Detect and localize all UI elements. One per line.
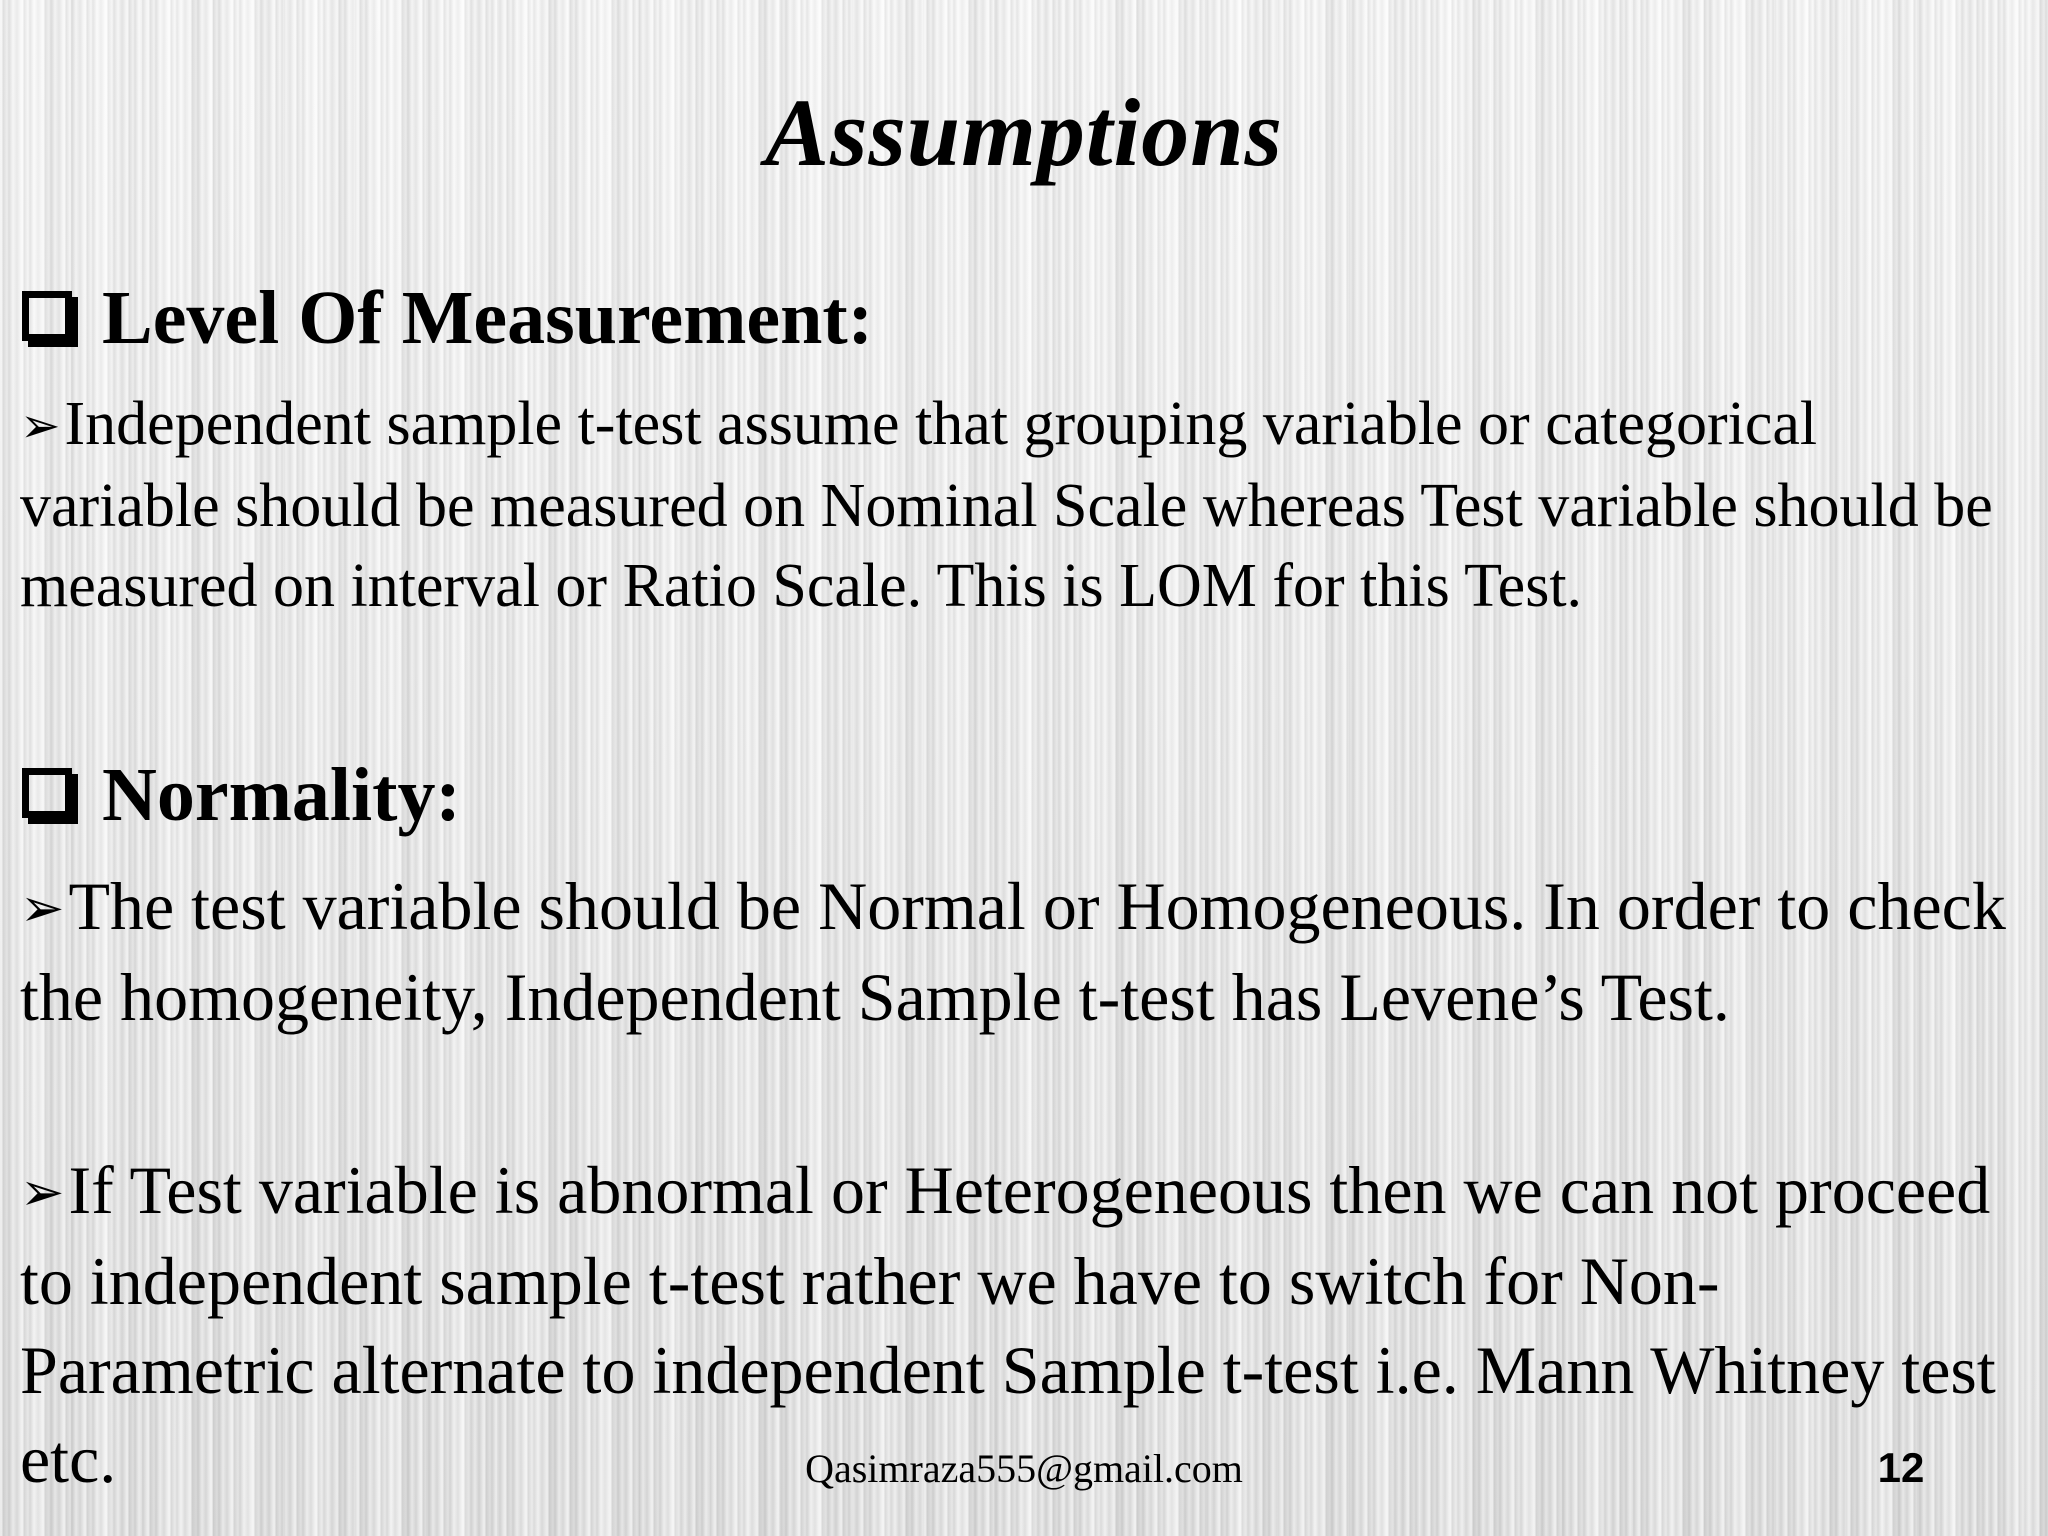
- paragraph-text: The test variable should be Normal or Homogeneous. In order to check the homogeneity, Independent Sample t-test has Levene’s Test.: [20, 868, 2006, 1036]
- footer-email: Qasimraza555@gmail.com: [805, 1446, 1243, 1491]
- paragraph-text: If Test variable is abnormal or Heterogeneous then we can not proceed to independent sample t-test rather we have to switch for Non-Parametric alternate to independent Sample t-test i.e. Mann Whitney test etc.: [20, 1152, 1996, 1498]
- paragraph-text: Independent sample t-test assume that grouping variable or categorical variable should be measured on Nominal Scale whereas Test variable should be measured on interval or Ratio Scale. This is LOM for this Test.: [20, 390, 1993, 620]
- checkbox-square-icon: [22, 768, 72, 818]
- section-heading-label: Level Of Measurement:: [102, 276, 874, 360]
- arrowhead-icon: ➢: [20, 877, 65, 940]
- arrowhead-icon: ➢: [20, 397, 61, 454]
- section-heading-level-of-measurement: [22, 273, 873, 363]
- section-heading-label: Normality:: [102, 753, 461, 837]
- section-heading-normality: [22, 750, 461, 840]
- bullet-paragraph: [20, 862, 2030, 1042]
- checkbox-square-icon: [22, 291, 72, 341]
- page-number: 12: [1877, 1444, 1925, 1491]
- arrowhead-icon: ➢: [20, 1161, 65, 1224]
- slide-title: Assumptions: [765, 79, 1283, 186]
- bullet-paragraph: [20, 384, 2030, 626]
